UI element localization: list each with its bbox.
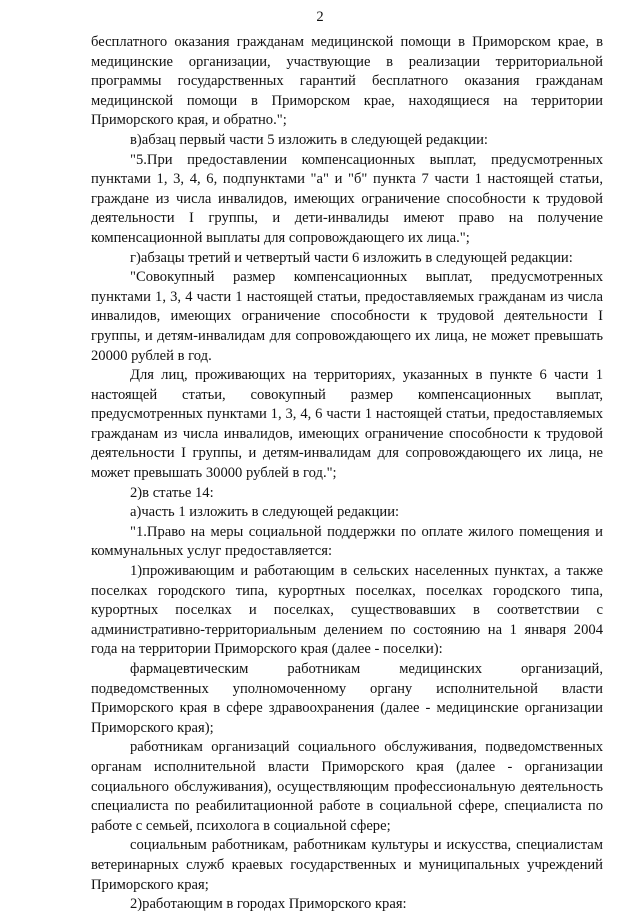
paragraph-total-amount: "Совокупный размер компенсационных выплат, предусмотренных пунктами 1, 3, 4 части 1 настоящей статьи, предоставляемых гражданам из числа инвалидов, имеющих ограничение способности к трудовой деятельности I группы, и детям-инвалидам для сопровождающего их лица, не может превышать 20000 рублей в год. [91, 269, 603, 364]
paragraph-part-1: "1.Право на меры социальной поддержки по оплате жилого помещения и коммунальных услуг предоставляется: [91, 523, 603, 560]
document-body [91, 33, 603, 915]
paragraph-continuation: бесплатного оказания гражданам медицинской помощи в Приморском крае, в медицинские организации, участвующие в реализации территориальной программы государственных гарантий бесплатного оказания гражданам медицинской помощи в Приморском крае, находящиеся на территории Приморского края, и обратно."; [91, 34, 603, 129]
paragraph-point-1: 1)проживающим и работающим в сельских населенных пунктах, а также поселках городского типа, курортных поселках, поселках городского типа, курортных поселках и поселках, существовавших в соответствии с административно-территориальным делением по состоянию на 1 января 2004 года на территории Приморского края (далее - поселки): [91, 563, 603, 658]
paragraph-article-14: 2)в статье 14: [130, 484, 214, 501]
paragraph-item-a: а)часть 1 изложить в следующей редакции: [130, 504, 400, 521]
paragraph-pharmacists: фармацевтическим работникам медицинских организаций, подведомственных уполномоченному органу исполнительной власти Приморского края в сфере здравоохранения (далее - медицинские организации Приморского края); [91, 661, 603, 736]
paragraph-item-g: г)абзацы третий и четвертый части 6 изложить в следующей редакции: [130, 249, 573, 266]
paragraph-point-2: 2)работающим в городах Приморского края: [130, 896, 407, 913]
paragraph-territories: Для лиц, проживающих на территориях, указанных в пункте 6 части 1 настоящей статьи, совокупный размер компенсационных выплат, предусмотренных пунктами 1, 3, 4, 6 части 1 настоящей статьи, предоставляемых гражданам из числа инвалидов, имеющих ограничение способности к трудовой деятельности I группы, и детям-инвалидам для сопровождающего их лица, не может превышать 30000 рублей в год."; [91, 367, 603, 482]
page-number: 2 [316, 9, 324, 25]
paragraph-social-workers: социальным работникам, работникам культуры и искусства, специалистам ветеринарных служб краевых государственных и муниципальных учреждений Приморского края; [91, 837, 603, 893]
paragraph-social-service-workers: работникам организаций социального обслуживания, подведомственных органам исполнительной власти Приморского края (далее - организации социального обслуживания), осуществляющим профессиональную деятельность специалиста по реабилитационной работе в социальной сфере, специалиста по работе с семьей, психолога в социальной сфере; [91, 739, 603, 834]
paragraph-part-5: "5.При предоставлении компенсационных выплат, предусмотренных пунктами 1, 3, 4, 6, подпунктами "а" и "б" пункта 7 части 1 настоящей статьи, граждане из числа инвалидов, имеющих ограничение способности к трудовой деятельности I группы, и дети-инвалиды имеют право на получение компенсационной выплаты для сопровождающего их лица."; [91, 151, 603, 246]
paragraph-item-v: в)абзац первый части 5 изложить в следующей редакции: [130, 131, 488, 148]
